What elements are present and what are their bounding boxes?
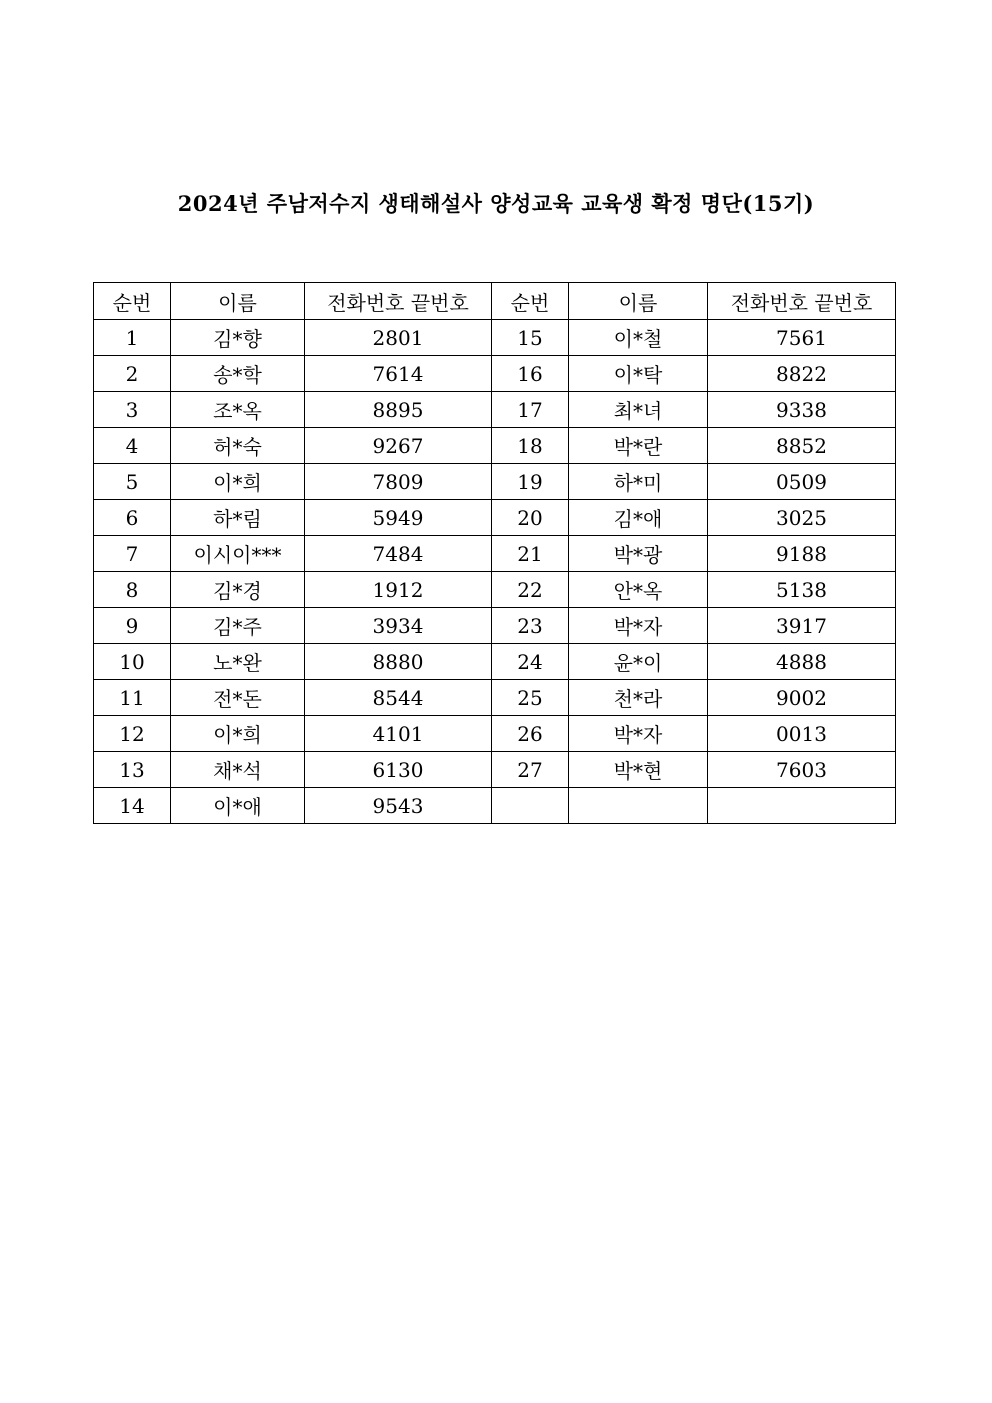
cell-name: 안*옥 — [569, 572, 708, 608]
table-header-row — [94, 283, 896, 320]
roster-table — [93, 282, 896, 824]
cell-phone: 1912 — [305, 572, 492, 608]
table-row — [94, 752, 896, 788]
cell-phone: 9543 — [305, 788, 492, 824]
cell-name: 김*애 — [569, 500, 708, 536]
table-row — [94, 608, 896, 644]
cell-phone: 8852 — [708, 428, 896, 464]
cell-number: 1 — [94, 320, 171, 356]
cell-number: 25 — [492, 680, 569, 716]
cell-name: 천*라 — [569, 680, 708, 716]
cell-number — [492, 788, 569, 824]
table-row — [94, 644, 896, 680]
cell-name: 이시이*** — [171, 536, 305, 572]
cell-phone: 8880 — [305, 644, 492, 680]
cell-phone: 8544 — [305, 680, 492, 716]
table-row — [94, 788, 896, 824]
cell-number: 21 — [492, 536, 569, 572]
cell-name: 노*완 — [171, 644, 305, 680]
cell-number: 26 — [492, 716, 569, 752]
cell-phone: 7603 — [708, 752, 896, 788]
cell-phone: 7561 — [708, 320, 896, 356]
cell-name: 허*숙 — [171, 428, 305, 464]
table-body — [94, 320, 896, 824]
header-phone-left: 전화번호 끝번호 — [305, 283, 492, 320]
cell-number: 19 — [492, 464, 569, 500]
table-row — [94, 680, 896, 716]
cell-phone: 3917 — [708, 608, 896, 644]
header-name-right: 이름 — [569, 283, 708, 320]
cell-number: 23 — [492, 608, 569, 644]
table-row — [94, 536, 896, 572]
cell-number: 14 — [94, 788, 171, 824]
cell-name: 박*란 — [569, 428, 708, 464]
cell-number: 22 — [492, 572, 569, 608]
cell-name: 최*녀 — [569, 392, 708, 428]
cell-number: 20 — [492, 500, 569, 536]
cell-number: 12 — [94, 716, 171, 752]
cell-phone: 5138 — [708, 572, 896, 608]
cell-number: 24 — [492, 644, 569, 680]
cell-number: 5 — [94, 464, 171, 500]
cell-phone: 7484 — [305, 536, 492, 572]
cell-number: 2 — [94, 356, 171, 392]
cell-name: 송*학 — [171, 356, 305, 392]
cell-phone: 9267 — [305, 428, 492, 464]
table-row — [94, 716, 896, 752]
cell-name: 이*탁 — [569, 356, 708, 392]
table-row — [94, 392, 896, 428]
cell-phone: 8895 — [305, 392, 492, 428]
cell-name: 하*림 — [171, 500, 305, 536]
cell-phone: 6130 — [305, 752, 492, 788]
cell-phone: 8822 — [708, 356, 896, 392]
table-row — [94, 572, 896, 608]
cell-number: 8 — [94, 572, 171, 608]
cell-phone: 9338 — [708, 392, 896, 428]
cell-name: 이*철 — [569, 320, 708, 356]
cell-phone: 4101 — [305, 716, 492, 752]
header-number-left: 순번 — [94, 283, 171, 320]
cell-name: 전*돈 — [171, 680, 305, 716]
table-row — [94, 464, 896, 500]
cell-number: 15 — [492, 320, 569, 356]
cell-name: 조*옥 — [171, 392, 305, 428]
cell-name: 이*애 — [171, 788, 305, 824]
cell-number: 18 — [492, 428, 569, 464]
cell-phone: 0013 — [708, 716, 896, 752]
cell-number: 17 — [492, 392, 569, 428]
cell-phone: 4888 — [708, 644, 896, 680]
cell-phone: 3934 — [305, 608, 492, 644]
header-number-right: 순번 — [492, 283, 569, 320]
header-name-left: 이름 — [171, 283, 305, 320]
cell-number: 6 — [94, 500, 171, 536]
table-row — [94, 500, 896, 536]
page-title: 2024년 주남저수지 생태해설사 양성교육 교육생 확정 명단(15기) — [177, 191, 815, 216]
cell-phone — [708, 788, 896, 824]
cell-name: 윤*이 — [569, 644, 708, 680]
cell-name — [569, 788, 708, 824]
cell-phone: 2801 — [305, 320, 492, 356]
table-row — [94, 320, 896, 356]
cell-number: 11 — [94, 680, 171, 716]
cell-name: 박*자 — [569, 608, 708, 644]
cell-number: 9 — [94, 608, 171, 644]
cell-number: 3 — [94, 392, 171, 428]
cell-phone: 9188 — [708, 536, 896, 572]
cell-number: 27 — [492, 752, 569, 788]
cell-number: 7 — [94, 536, 171, 572]
header-phone-right: 전화번호 끝번호 — [708, 283, 896, 320]
cell-name: 박*광 — [569, 536, 708, 572]
cell-name: 김*향 — [171, 320, 305, 356]
table-row — [94, 428, 896, 464]
cell-number: 4 — [94, 428, 171, 464]
cell-number: 13 — [94, 752, 171, 788]
cell-name: 이*희 — [171, 464, 305, 500]
cell-number: 16 — [492, 356, 569, 392]
cell-phone: 0509 — [708, 464, 896, 500]
cell-name: 하*미 — [569, 464, 708, 500]
cell-number: 10 — [94, 644, 171, 680]
cell-name: 박*현 — [569, 752, 708, 788]
cell-name: 김*주 — [171, 608, 305, 644]
cell-phone: 3025 — [708, 500, 896, 536]
cell-phone: 9002 — [708, 680, 896, 716]
cell-name: 김*경 — [171, 572, 305, 608]
cell-name: 이*희 — [171, 716, 305, 752]
cell-phone: 5949 — [305, 500, 492, 536]
cell-phone: 7809 — [305, 464, 492, 500]
cell-name: 채*석 — [171, 752, 305, 788]
table-row — [94, 356, 896, 392]
cell-phone: 7614 — [305, 356, 492, 392]
cell-name: 박*자 — [569, 716, 708, 752]
